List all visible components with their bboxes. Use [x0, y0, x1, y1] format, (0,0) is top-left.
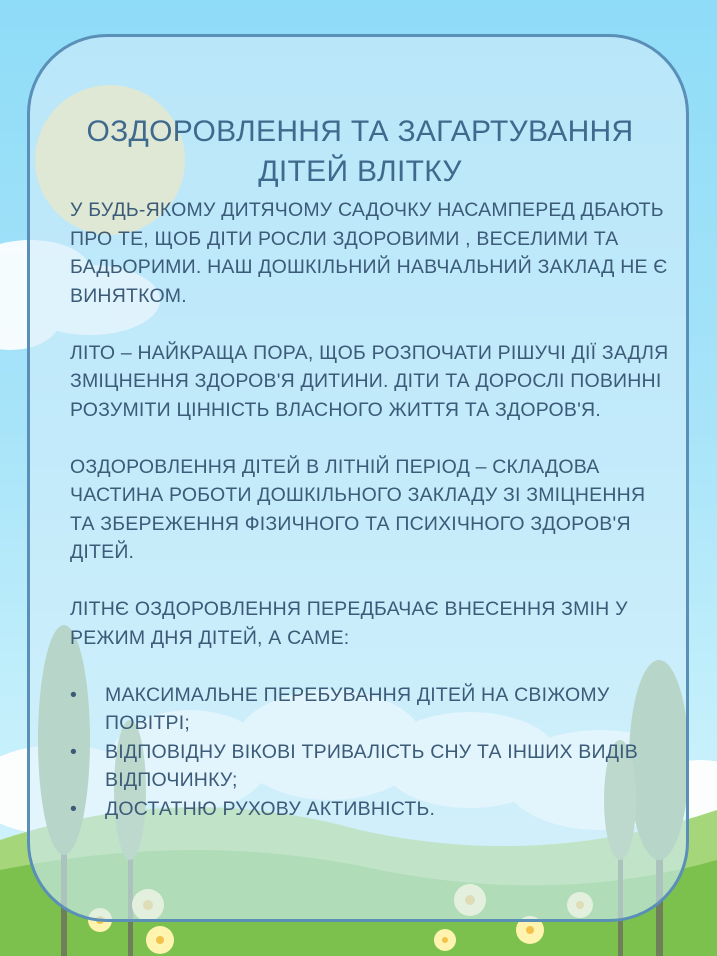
bullet-icon: • [70, 683, 78, 706]
list-item [70, 738, 670, 795]
list-item [70, 681, 670, 738]
bullet-icon: • [70, 797, 78, 820]
list-item [70, 795, 670, 824]
list-item-text: ДОСТАТНЮ РУХОВУ АКТИВНІСТЬ. [105, 797, 436, 820]
body-text [70, 196, 670, 823]
paragraph-intro: У БУДЬ-ЯКОМУ ДИТЯЧОМУ САДОЧКУ НАСАМПЕРЕД ДБАЮТЬ ПРО ТЕ, ЩОБ ДІТИ РОСЛИ ЗДОРОВИМИ , ВЕСЕЛИМИ ТА БАДЬОРИМИ. НАШ ДОШКІЛЬНИЙ НАВЧАЛЬНИЙ ЗАКЛАД НЕ Є ВИНЯТКОМ. [70, 199, 668, 307]
list-item-text: ВІДПОВІДНУ ВІКОВІ ТРИВАЛІСТЬ СНУ ТА ІНШИХ ВИДІВ ВІДПОЧИНКУ; [105, 740, 638, 791]
paragraph-health: ОЗДОРОВЛЕННЯ ДІТЕЙ В ЛІТНІЙ ПЕРІОД – СКЛАДОВА ЧАСТИНА РОБОТИ ДОШКІЛЬНОГО ЗАКЛАДУ ЗІ ЗМІЦНЕННЯ ТА ЗБЕРЕЖЕННЯ ФІЗИЧНОГО ТА ПСИХІЧНОГО ЗДОРОВ'Я ДІТЕЙ. [70, 455, 646, 563]
paragraph-summer: ЛІТО – НАЙКРАЩА ПОРА, ЩОБ РОЗПОЧАТИ РІШУЧІ ДІЇ ЗАДЛЯ ЗМІЦНЕННЯ ЗДОРОВ'Я ДИТИНИ. ДІТИ ТА ДОРОСЛІ ПОВИННІ РОЗУМІТИ ЦІННІСТЬ ВЛАСНОГО ЖИТТЯ ТА ЗДОРОВ'Я. [70, 341, 669, 421]
list-item-text: МАКСИМАЛЬНЕ ПЕРЕБУВАННЯ ДІТЕЙ НА СВІЖОМУ ПОВІТРІ; [105, 683, 610, 734]
page-title: ОЗДОРОВЛЕННЯ ТА ЗАГАРТУВАННЯ ДІТЕЙ ВЛІТКУ [86, 115, 634, 188]
bullet-icon: • [70, 740, 78, 763]
paragraph-regime: ЛІТНЄ ОЗДОРОВЛЕННЯ ПЕРЕДБАЧАЄ ВНЕСЕННЯ ЗМІН У РЕЖИМ ДНЯ ДІТЕЙ, А САМЕ: [70, 598, 628, 649]
bullet-list [70, 681, 670, 824]
